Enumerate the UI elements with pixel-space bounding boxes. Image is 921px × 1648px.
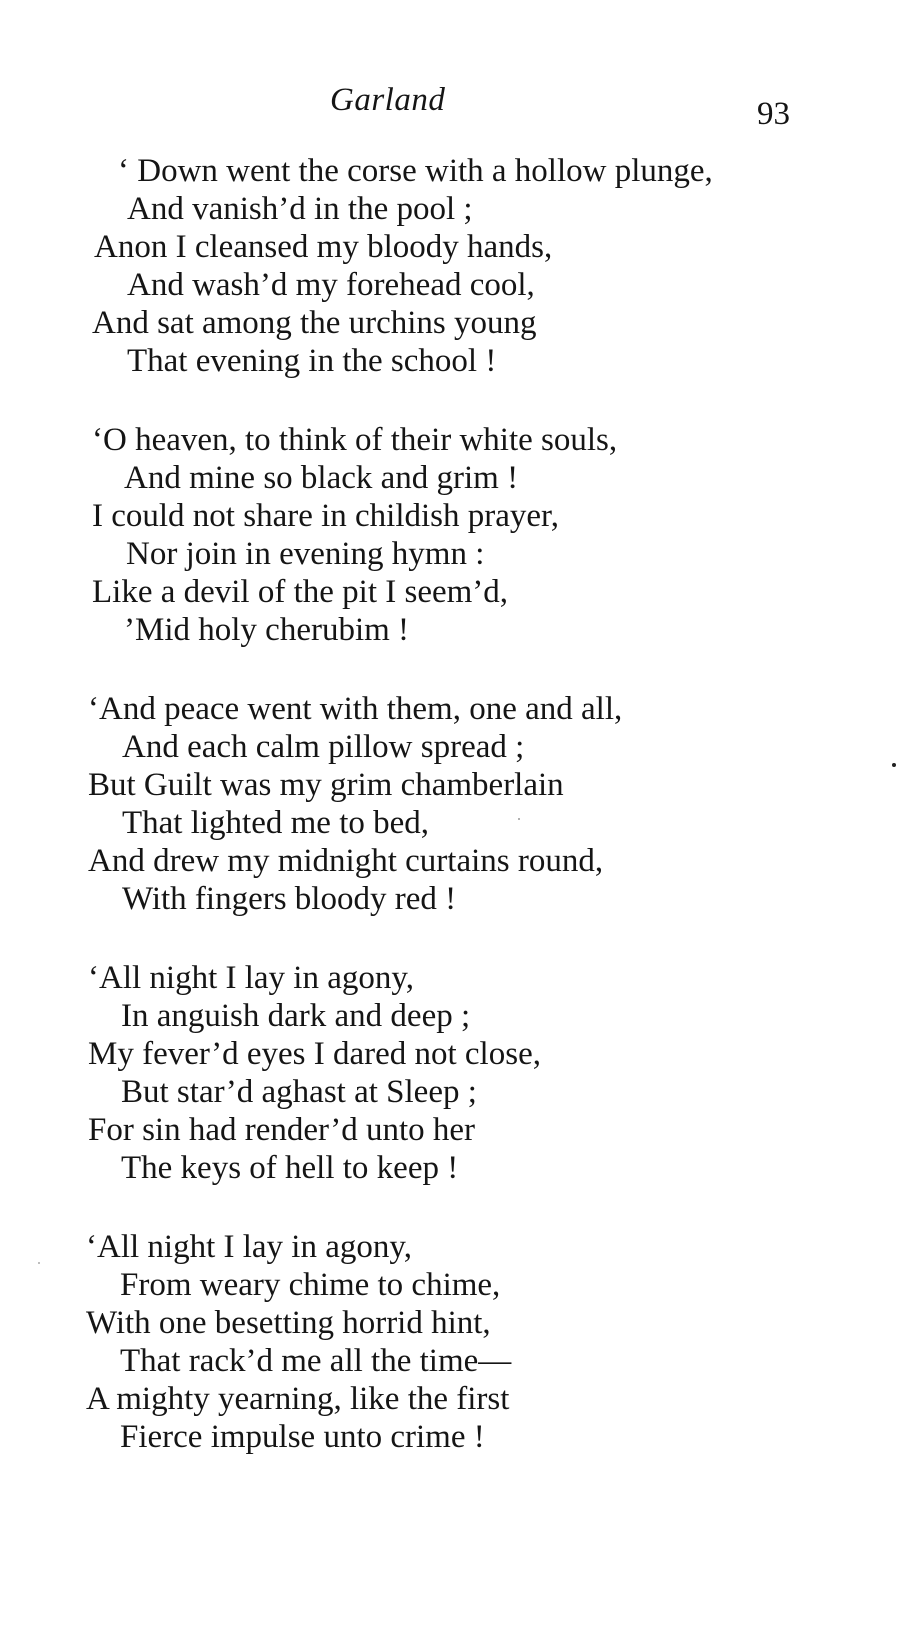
verse-line: That evening in the school ! bbox=[127, 343, 497, 379]
verse-line: ‘All night I lay in agony, bbox=[88, 960, 414, 996]
verse-line: ‘O heaven, to think of their white souls, bbox=[92, 422, 618, 458]
verse-line: ‘ Down went the corse with a hollow plunge, bbox=[118, 153, 713, 189]
running-title: Garland bbox=[330, 82, 446, 118]
verse-line: In anguish dark and deep ; bbox=[121, 998, 471, 1034]
scan-speck bbox=[38, 1262, 40, 1264]
verse-line: ‘And peace went with them, one and all, bbox=[88, 691, 623, 727]
verse-line: From weary chime to chime, bbox=[120, 1267, 501, 1303]
verse-line: ’Mid holy cherubim ! bbox=[124, 612, 410, 648]
verse-line: ‘All night I lay in agony, bbox=[86, 1229, 412, 1265]
verse-line: A mighty yearning, like the first bbox=[86, 1381, 510, 1417]
verse-line: And drew my midnight curtains round, bbox=[88, 843, 604, 879]
verse-line: But star’d aghast at Sleep ; bbox=[121, 1074, 477, 1110]
verse-line: And vanish’d in the pool ; bbox=[127, 191, 473, 227]
verse-line: My fever’d eyes I dared not close, bbox=[88, 1036, 541, 1072]
verse-line: I could not share in childish prayer, bbox=[92, 498, 559, 534]
verse-line: That lighted me to bed, bbox=[122, 805, 430, 841]
verse-line: Fierce impulse unto crime ! bbox=[120, 1419, 485, 1455]
page-number: 93 bbox=[757, 96, 790, 132]
verse-line: With fingers bloody red ! bbox=[122, 881, 457, 917]
scan-speck bbox=[892, 763, 896, 767]
verse-line: Like a devil of the pit I seem’d, bbox=[92, 574, 509, 610]
scan-speck bbox=[518, 818, 520, 820]
verse-line: For sin had render’d unto her bbox=[88, 1112, 476, 1148]
verse-line: And each calm pillow spread ; bbox=[122, 729, 525, 765]
verse-line: That rack’d me all the time— bbox=[120, 1343, 512, 1379]
verse-line: But Guilt was my grim chamberlain bbox=[88, 767, 564, 803]
verse-line: And sat among the urchins young bbox=[92, 305, 537, 341]
verse-line: And mine so black and grim ! bbox=[124, 460, 519, 496]
verse-line: With one besetting horrid hint, bbox=[86, 1305, 491, 1341]
verse-line: And wash’d my forehead cool, bbox=[127, 267, 535, 303]
verse-line: The keys of hell to keep ! bbox=[121, 1150, 459, 1186]
verse-line: Nor join in evening hymn : bbox=[126, 536, 485, 572]
verse-line: Anon I cleansed my bloody hands, bbox=[94, 229, 553, 265]
